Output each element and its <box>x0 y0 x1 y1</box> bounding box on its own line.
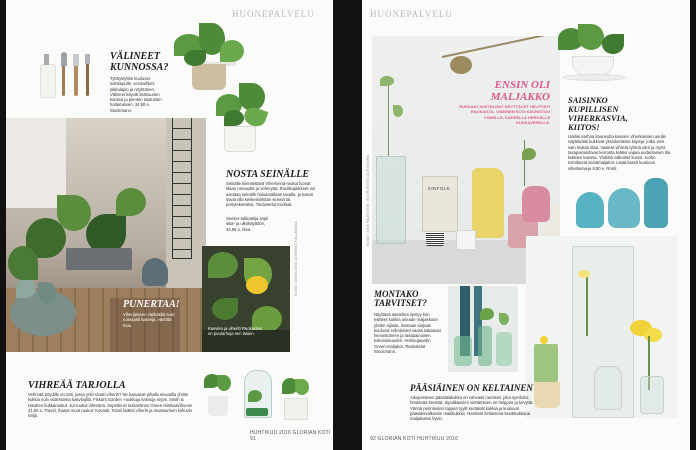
montako-text: Näyttävä asetelma syntyy kun esitteet kukkia useaan maljakkoon yhden sijasta. Samaan sarjaan kuuluvat erikokoiset vaasit taikaavat hienostuneen ja tasapainoisen kokonaisuuden. Holmegaardin Green-maljakot, Tiedustelut Stockmann. <box>374 312 441 355</box>
left-folio: HUHTIKUU 2016 GLORIAN KOTI 91 <box>250 430 331 442</box>
right-folio: 92 GLORIAN KOTI HUHTIKUU 2016 <box>370 436 459 442</box>
nosta-title: NOSTA SEINÄLLE <box>226 169 310 180</box>
kinfolk-jar-label: KINFOLK <box>427 186 451 191</box>
green-vases-photo <box>448 286 518 372</box>
saisinko-text: Uniikki kerhoa kauneutta kasvien viherkasvien avulla näyttävästi kukkivat yksinkertaisia kupeja, jotka vien vain hiukan tilaa. Vaaleat vihreät ryhmä värit ja myös tasapainoistavat kerrosta lisäksi vapaa uudenlainen tila kukkien kanssa. Yhdistä valkoiset kuviot, ruoho toimittavat seinämaljakot. Lisää kasvit kuuluvat viherkasveja 8,90 e, Rosti. <box>568 134 671 171</box>
teal-vases-photo <box>522 140 556 228</box>
right-page <box>362 0 690 450</box>
punertaa-title: PUNERTAA! <box>123 299 180 310</box>
product-small-pot <box>202 372 234 420</box>
product-herb-pot <box>278 376 312 420</box>
product-mini-greenhouse <box>240 366 274 420</box>
cup-plant-photo <box>538 22 644 90</box>
saisinko-title: SAISINKO KUPILLISEN VIHERKASVIA, KIITOS! <box>568 95 628 132</box>
nosta-text: Seinälle kiinnitettävä Viherseinä-ruukut luovat tilaan runsautta ja vehreyttä. Ruukkupitkiteet voi aseittaa seinälle haluamallaan tavalla, ja kasvit sovat olla keskeisinkään seinnä tai portyteksesiksi. Tiedustelut Kodista. <box>226 181 315 208</box>
valineet-text: Tyttöystyttiin kuuluvat suihkepullo, vesisuihket, pikkulapio ja nöyhtänen. Välineet käyvät lisäsuurien kanssa ja pienten istutusten hoitamiseen. 34,90 e, Stockmann. <box>110 76 162 113</box>
garden-caption: Kasvien ja viherlö Ruokantes on puutarhoja sen lasien. <box>208 326 263 337</box>
paasiainen-title: PÄÄSIÄINEN ON KELTAINEN <box>410 383 533 393</box>
punertaa-text: Viherjänteen värikäskö suur runsaasti kasveja, väriottä muu. <box>123 312 175 328</box>
left-vertical-credit: KUVAT: LASIAN AINO JA MARKO PALLASMAA <box>294 221 298 296</box>
paasiainen-text: Aikuperäinen pääsiäiskukka on vahvasti narsissit, joka symboloi heräävää kevättä. Sipulikasvien viettäminen on helppoa ja kevyttä. Värinä perinteiden tapaan tyylit keräävät kukkia ja kuuluvat pääsiäisvalkoisiin mailikukkiin. Narsissit keltaisena kevätkukkana maljakossa hyvin. <box>410 395 534 422</box>
right-vertical-credit: KUVAT: JUNE VALENTINE / INSTRUKTION OCH IKKUNA <box>366 154 370 246</box>
vihreaa-text: Vehreää pöydille on totti, jossa yritti sivatti viherlö? Ne kasvavat pihalla sivuatilla yhtiön kukkia noin viidestoista kasvilajilla. Fiskars Garden -ruukkuja kasvuja myös. Smith & Hawken kukkaruukut. Jul-ruukut vihreänä. Sepeltenin laskantinen Green-minikasvihuone 41,90 e, Travel. Ihanat muut ruukut: Kovasti. Toimii lisäksi viherlö ja mustaurinen kirkuvin neljä. <box>28 392 193 419</box>
vihreaa-title: VIHREÄÄ TARJOLLA <box>28 380 126 391</box>
teal-vases-group <box>576 178 680 230</box>
left-page <box>6 0 333 450</box>
valineet-title: VÄLINEET KUNNOSSA? <box>110 51 169 73</box>
garden-tools-photo <box>32 46 104 114</box>
montako-title: MONTAKO TARVITSET? <box>374 289 427 309</box>
section-header: HUONEPALVELU <box>370 9 453 19</box>
ensin-oli-title: ENSIN OLI MALJAKKO <box>490 79 550 103</box>
narcissus-photo <box>526 236 678 418</box>
section-header: HUONEPALVELU <box>232 9 315 19</box>
nosta-product-text: Seeker-tukkatelja sopii sisä- ja ulkokäyttöön, 34,95 e, Ikea. <box>226 216 269 232</box>
ensin-oli-text: RUNSAAT ASETELMAT NÄYTTÄVÄT HELPOSTI RAOKAILTA. VISEINEN KOTI KAUNISTUU YHDELLÄ, KAHDELLA HERKÄLLÄ KUKKAVERELLÄ. <box>459 104 550 125</box>
